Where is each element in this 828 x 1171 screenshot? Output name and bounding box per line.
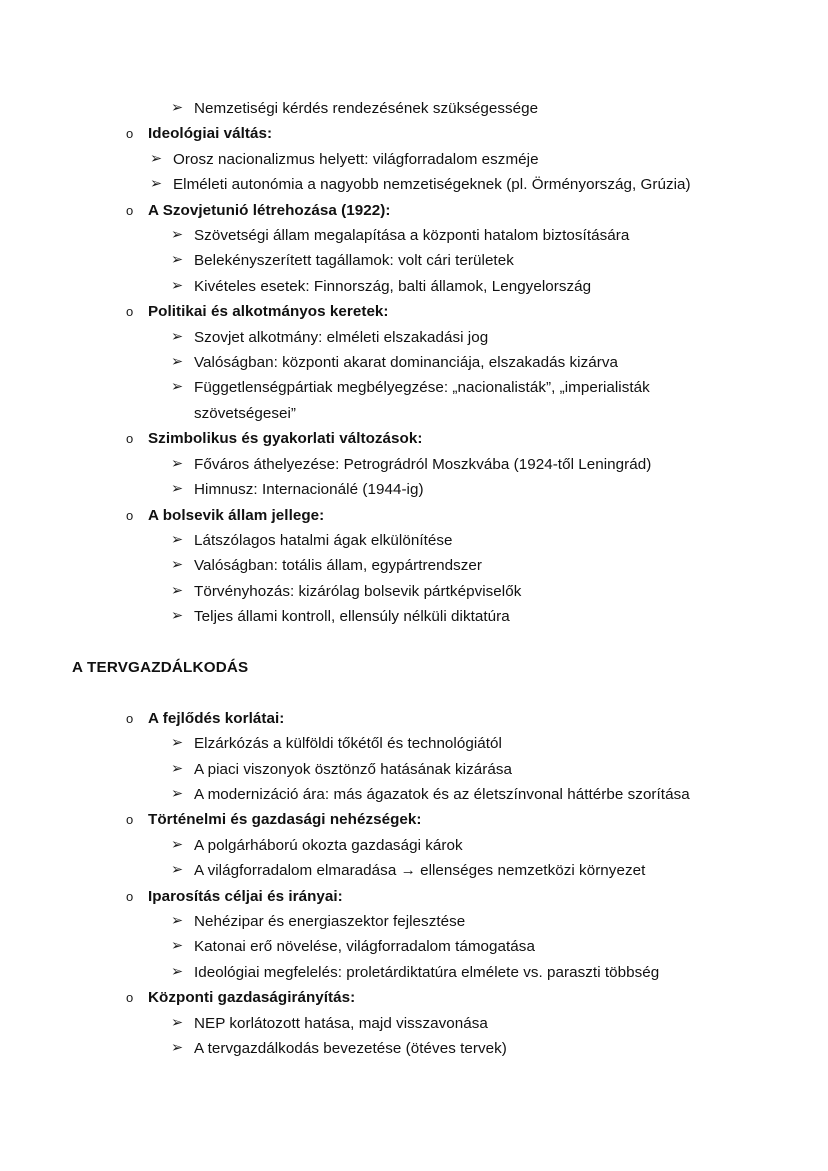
outline-item-label: Központi gazdaságirányítás: [148,989,356,1007]
outline-item-label: Nemzetiségi kérdés rendezésének szükségessége [194,100,539,117]
arrowhead-bullet-icon: ➢ [171,455,184,472]
section-heading: A TERVGAZDÁLKODÁS [72,658,249,676]
circle-bullet-icon: o [126,304,134,320]
arrowhead-bullet-icon: ➢ [171,608,184,625]
arrowhead-bullet-icon: ➢ [171,862,184,879]
outline-item-level2 [0,350,828,375]
outline-item-label: Történelmi és gazdasági nehézségek: [148,811,422,829]
outline-item-level1 [0,426,828,451]
outline-item-label: A fejlődés korlátai: [148,709,285,727]
outline-item-level2 [0,248,828,273]
outline-item-level2 [0,325,828,350]
arrowhead-bullet-icon: ➢ [171,963,184,980]
outline-item-label: Függetlenségpártiak megbélyegzése: „nacionalisták”, „imperialisták szövetségesei” [194,379,650,422]
arrowhead-bullet-icon: ➢ [171,735,184,752]
outline-item-label: A tervgazdálkodás bevezetése (ötéves tervek) [194,1040,507,1057]
outline-item-label: NEP korlátozott hatása, majd visszavonása [194,1014,488,1032]
arrowhead-bullet-icon: ➢ [171,277,184,294]
outline-item-label: Orosz nacionalizmus helyett: világforradalom eszméje [173,150,539,168]
outline-item-label: Főváros áthelyezése: Petrográdról Moszkvába (1924-től Leningrád) [194,455,652,473]
outline-item-label: Nehézipar és energiaszektor fejlesztése [194,912,466,930]
outline-item-level2 [0,833,828,858]
outline-item-level2 [0,934,828,959]
outline-item-label: Szimbolikus és gyakorlati változások: [148,430,423,448]
arrowhead-bullet-icon: ➢ [171,785,184,802]
outline-item-level2 [0,274,828,299]
arrowhead-bullet-icon: ➢ [171,582,184,599]
outline-item-label: Valóságban: totális állam, egypártrendszer [194,557,483,575]
outline-item-label: A polgárháború okozta gazdasági károk [194,836,463,854]
arrowhead-bullet-icon: ➢ [171,328,184,345]
outline-item-label: Ideológiai megfelelés: proletárdiktatúra elmélete vs. paraszti többség [194,963,660,981]
outline-item-level2 [0,858,828,883]
arrowhead-bullet-icon: ➢ [171,836,184,853]
outline-item-level2 [0,731,828,756]
outline-item-label: Kivételes esetek: Finnország, balti államok, Lengyelország [194,277,592,295]
outline-item-level2 [0,452,828,477]
outline-item-label: Belekényszerített tagállamok: volt cári területek [194,252,514,270]
arrowhead-bullet-icon: ➢ [171,227,184,244]
outline-item-label: A piaci viszonyok ösztönző hatásának kizárása [194,760,512,778]
arrowhead-bullet-icon: ➢ [171,1040,184,1056]
outline-item-label: Elzárkózás a külföldi tőkétől és technológiától [194,735,502,753]
outline-item-label: Ideológiai váltás: [148,125,273,143]
outline-item-level2 [0,147,828,172]
circle-bullet-icon: o [126,710,134,726]
outline-item-level2 [0,96,828,121]
arrowhead-bullet-icon: ➢ [171,938,184,955]
circle-bullet-icon: o [126,507,134,523]
arrowhead-bullet-icon: ➢ [171,531,184,548]
outline-item-level2 [0,960,828,985]
outline-item-level2 [0,477,828,502]
arrowhead-bullet-icon: ➢ [171,354,184,371]
outline-item-label: Törvényhozás: kizárólag bolsevik pártképviselők [194,582,522,600]
outline-item-level1 [0,884,828,909]
circle-bullet-icon: o [126,990,134,1006]
outline-item-level1 [0,121,828,146]
arrowhead-bullet-icon: ➢ [150,150,163,167]
circle-bullet-icon: o [126,812,134,828]
outline-item-level2 [0,1036,828,1061]
circle-bullet-icon: o [126,888,134,904]
outline-item-label: Himnusz: Internacionálé (1944-ig) [194,481,424,499]
outline-item-label: Szövetségi állam megalapítása a központi hatalom biztosítására [194,227,630,245]
outline-item-level1 [0,706,828,731]
outline-item-label: Látszólagos hatalmi ágak elkülönítése [194,531,453,549]
outline-item-label: A Szovjetunió létrehozása (1922): [148,201,391,219]
top-margin [0,0,828,96]
outline-item-label: A bolsevik állam jellege: [148,506,325,524]
outline-item-level2 [0,1011,828,1036]
outline-item-label: A modernizáció ára: más ágazatok és az életszínvonal háttérbe szorítása [194,785,690,803]
outline-item-level1 [0,985,828,1010]
arrowhead-bullet-icon: ➢ [171,100,184,116]
outline-item-level2 [0,553,828,578]
outline-item-level1 [0,299,828,324]
outline-item-level1 [0,198,828,223]
paragraph-spacer [0,680,828,705]
paragraph-spacer [0,630,828,655]
outline-item-level1 [0,503,828,528]
circle-bullet-icon: o [126,202,134,218]
outline-item-level2 [0,782,828,807]
outline-item-label: Szovjet alkotmány: elméleti elszakadási jog [194,328,489,346]
circle-bullet-icon: o [126,126,134,142]
outline-item-level2 [0,375,828,426]
arrowhead-bullet-icon: ➢ [171,252,184,269]
outline-item-level2 [0,223,828,248]
arrowhead-bullet-icon: ➢ [171,1014,184,1031]
arrowhead-bullet-icon: ➢ [150,176,163,193]
arrowhead-bullet-icon: ➢ [171,557,184,574]
outline-item-label: Elméleti autonómia a nagyobb nemzetiségeknek (pl. Örményország, Grúzia) [173,176,691,194]
outline-item-label: Valóságban: központi akarat dominanciája, elszakadás kizárva [194,354,618,372]
outline-item-level1 [0,807,828,832]
arrowhead-bullet-icon: ➢ [171,760,184,777]
arrowhead-bullet-icon: ➢ [171,379,184,396]
outline-item-label: A világforradalom elmaradása → ellenséges nemzetközi környezet [194,862,646,880]
outline-item-label: Politikai és alkotmányos keretek: [148,303,389,321]
outline-list [0,96,828,1061]
outline-item-level2 [0,604,828,629]
circle-bullet-icon: o [126,431,134,447]
outline-item-level2 [0,757,828,782]
outline-item-level2 [0,909,828,934]
outline-item-level2 [0,579,828,604]
arrowhead-bullet-icon: ➢ [171,481,184,498]
outline-item-label: Iparosítás céljai és irányai: [148,887,343,905]
outline-item-level2 [0,528,828,553]
outline-item-level2 [0,172,828,197]
outline-item-label: Teljes állami kontroll, ellensúly nélküli diktatúra [194,608,510,626]
outline-item-label: Katonai erő növelése, világforradalom támogatása [194,938,535,956]
arrowhead-bullet-icon: ➢ [171,912,184,929]
